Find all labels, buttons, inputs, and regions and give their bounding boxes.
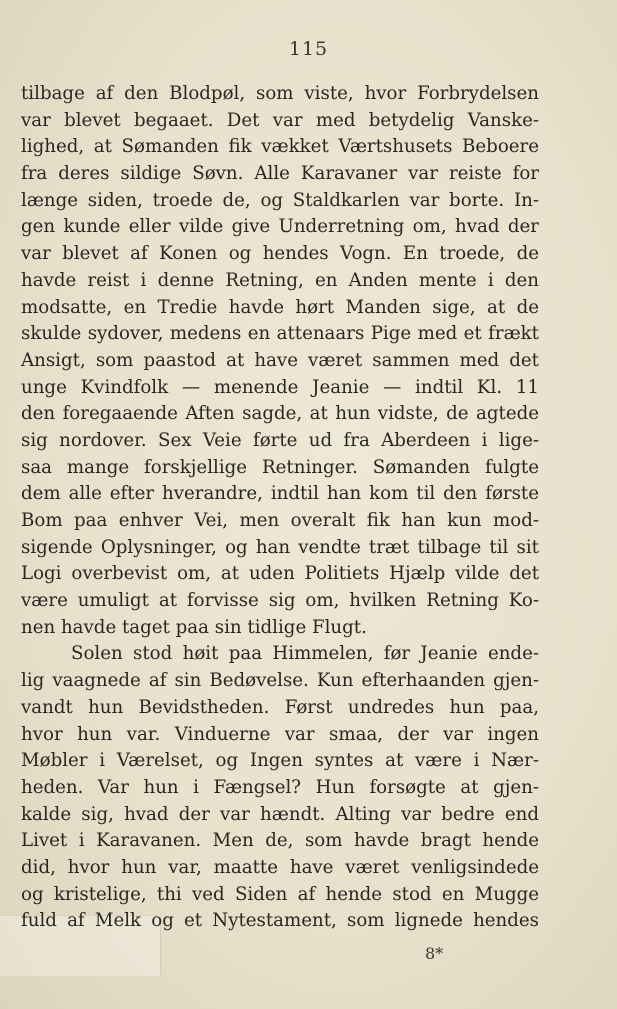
text-line: længe siden, troede de, og Staldkarlen var borte. In- xyxy=(21,189,539,211)
text-line: fuld af Melk og et Nytestament, som lignede hendes xyxy=(21,910,539,932)
text-line: gen kunde eller vilde give Underretning om, hvad der xyxy=(21,216,539,238)
text-line: tilbage af den Blodpøl, som viste, hvor Forbrydelsen xyxy=(21,83,539,104)
signature-mark: 8* xyxy=(425,944,444,963)
page-body-text xyxy=(21,81,539,935)
text-line: sigende Oplysninger, og han vendte træt tilbage til sit xyxy=(21,536,539,558)
text-line: kalde sig, hvad der var hændt. Alting var bedre end xyxy=(21,803,539,825)
text-line: den foregaaende Aften sagde, at hun vidste, de agtede xyxy=(21,403,539,425)
text-line: Logi overbevist om, at uden Politiets Hjælp vilde det xyxy=(21,563,539,585)
page-number: 115 xyxy=(288,38,329,60)
text-line: sig nordover. Sex Veie førte ud fra Aberdeen i lige- xyxy=(21,429,539,451)
text-line: Møbler i Værelset, og Ingen syntes at være i Nær- xyxy=(21,750,539,772)
text-line: heden. Var hun i Fængsel? Hun forsøgte at gjen- xyxy=(21,776,539,798)
text-line: være umuligt at forvisse sig om, hvilken Retning Ko- xyxy=(21,590,539,612)
text-line: lig vaagnede af sin Bedøvelse. Kun efterhaanden gjen- xyxy=(21,670,539,692)
text-line: var blevet af Konen og hendes Vogn. En troede, de xyxy=(21,243,539,265)
text-line: saa mange forskjellige Retninger. Sømanden fulgte xyxy=(21,456,539,478)
text-line: unge Kvindfolk — menende Jeanie — indtil Kl. 11 xyxy=(21,376,539,398)
text-line: dem alle efter hverandre, indtil han kom til den første xyxy=(21,483,539,505)
text-line: modsatte, en Tredie havde hørt Manden sige, at de xyxy=(21,296,539,318)
text-line: havde reist i denne Retning, en Anden mente i den xyxy=(21,269,539,291)
paragraph-start-line: Solen stod høit paa Himmelen, før Jeanie ende- xyxy=(71,643,539,665)
text-line: Ansigt, som paastod at have været sammen med det xyxy=(21,349,539,371)
text-line: lighed, at Sømanden fik vækket Værtshusets Beboere xyxy=(21,136,539,158)
text-line: og kristelige, thi ved Siden af hende stod en Mugge xyxy=(21,883,539,905)
text-line: Livet i Karavanen. Men de, som havde bragt hende xyxy=(21,830,539,852)
text-line: hvor hun var. Vinduerne var smaa, der var ingen xyxy=(21,723,539,745)
text-line: did, hvor hun var, maatte have været venligsindede xyxy=(21,856,539,878)
paragraph-end-line: nen havde taget paa sin tidlige Flugt. xyxy=(21,616,367,638)
text-line: skulde sydover, medens en attenaars Pige med et frækt xyxy=(21,323,539,345)
text-line: vandt hun Bevidstheden. Først undredes hun paa, xyxy=(21,696,539,718)
text-line: fra deres sildige Søvn. Alle Karavaner var reiste for xyxy=(21,163,539,185)
text-line: var blevet begaaet. Det var med betydelig Vanske- xyxy=(21,109,539,131)
text-line: Bom paa enhver Vei, men overalt fik han kun mod- xyxy=(21,510,539,531)
